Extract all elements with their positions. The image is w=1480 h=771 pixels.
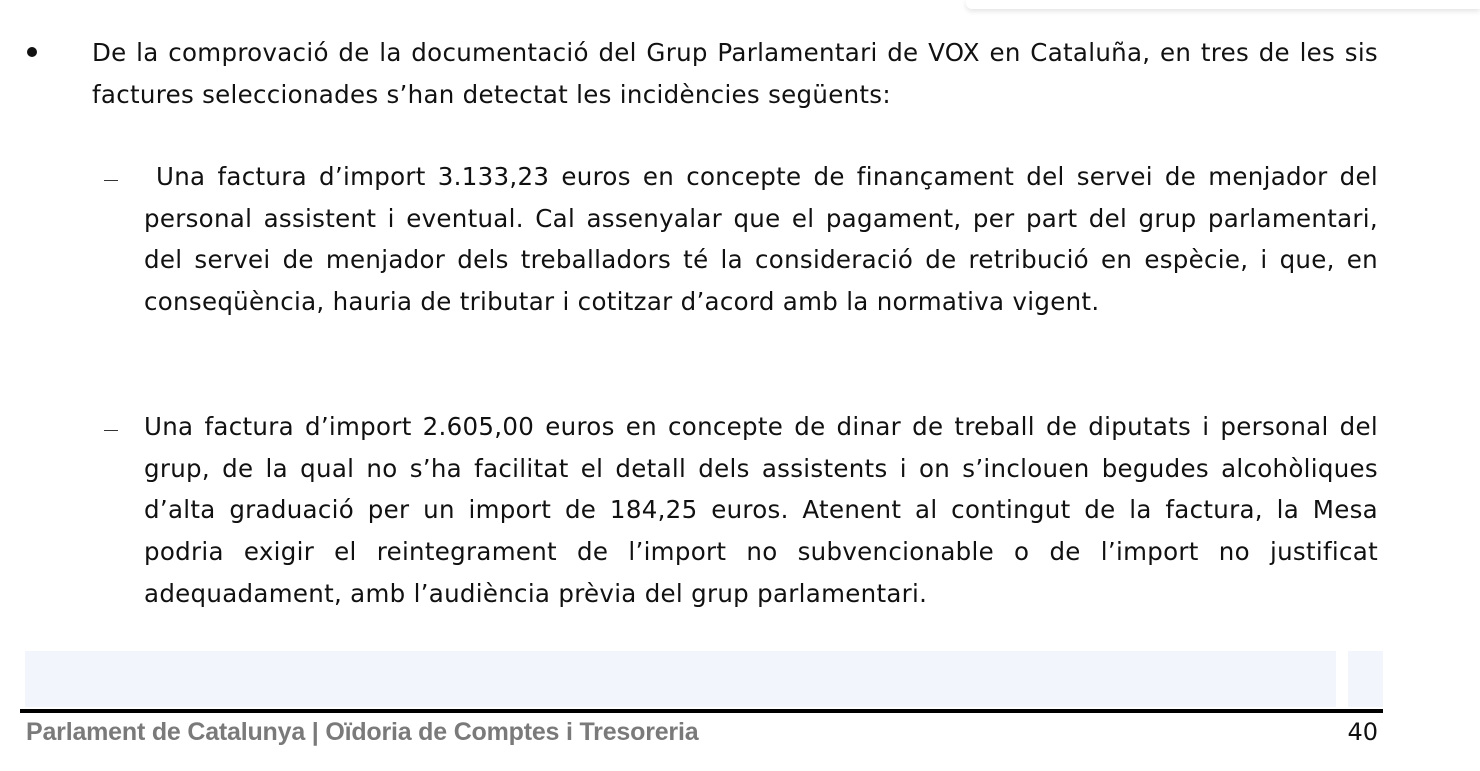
footer-band-right [1348,651,1383,707]
window-edge-shadow [966,0,1480,9]
footer-band [25,651,1336,707]
sub-item-2 [144,406,1378,615]
footer-rule [20,709,1383,713]
bullet-paragraph [92,32,1378,115]
bullet-text: De la comprovació de la documentació del Grup Parlamentari de VOX en Cataluña, en tres de les sis factures seleccionades s’han detectat les incidències següents: [92,38,1378,109]
footer-source: Parlament de Catalunya | Oïdoria de Comptes i Tresoreria [26,718,699,746]
dash-icon [104,180,118,181]
sub-item-1 [144,156,1378,323]
page-number: 40 [1347,718,1378,746]
bullet-icon [27,47,37,57]
sub-item-2-text: Una factura d’import 2.605,00 euros en concepte de dinar de treball de diputats i personal del grup, de la qual no s’ha facilitat el detall dels assistents i on s’inclouen begudes alcohòliques d’alta graduació per un import de 184,25 euros. Atenent al contingut de la factura, la Mesa podria exigir el reintegrament de l’import no subvencionable o de l’import no justificat adequadament, amb l’audiència prèvia del grup parlamentari. [144,412,1378,608]
dash-icon [104,430,118,431]
sub-item-1-text: Una factura d’import 3.133,23 euros en concepte de finançament del servei de menjador del personal assistent i eventual. Cal assenyalar que el pagament, per part del grup parlamentari, del servei de menjador dels treballadors té la consideració de retribució en espècie, i que, en conseqüència, hauria de tributar i cotitzar d’acord amb la normativa vigent. [144,162,1378,317]
